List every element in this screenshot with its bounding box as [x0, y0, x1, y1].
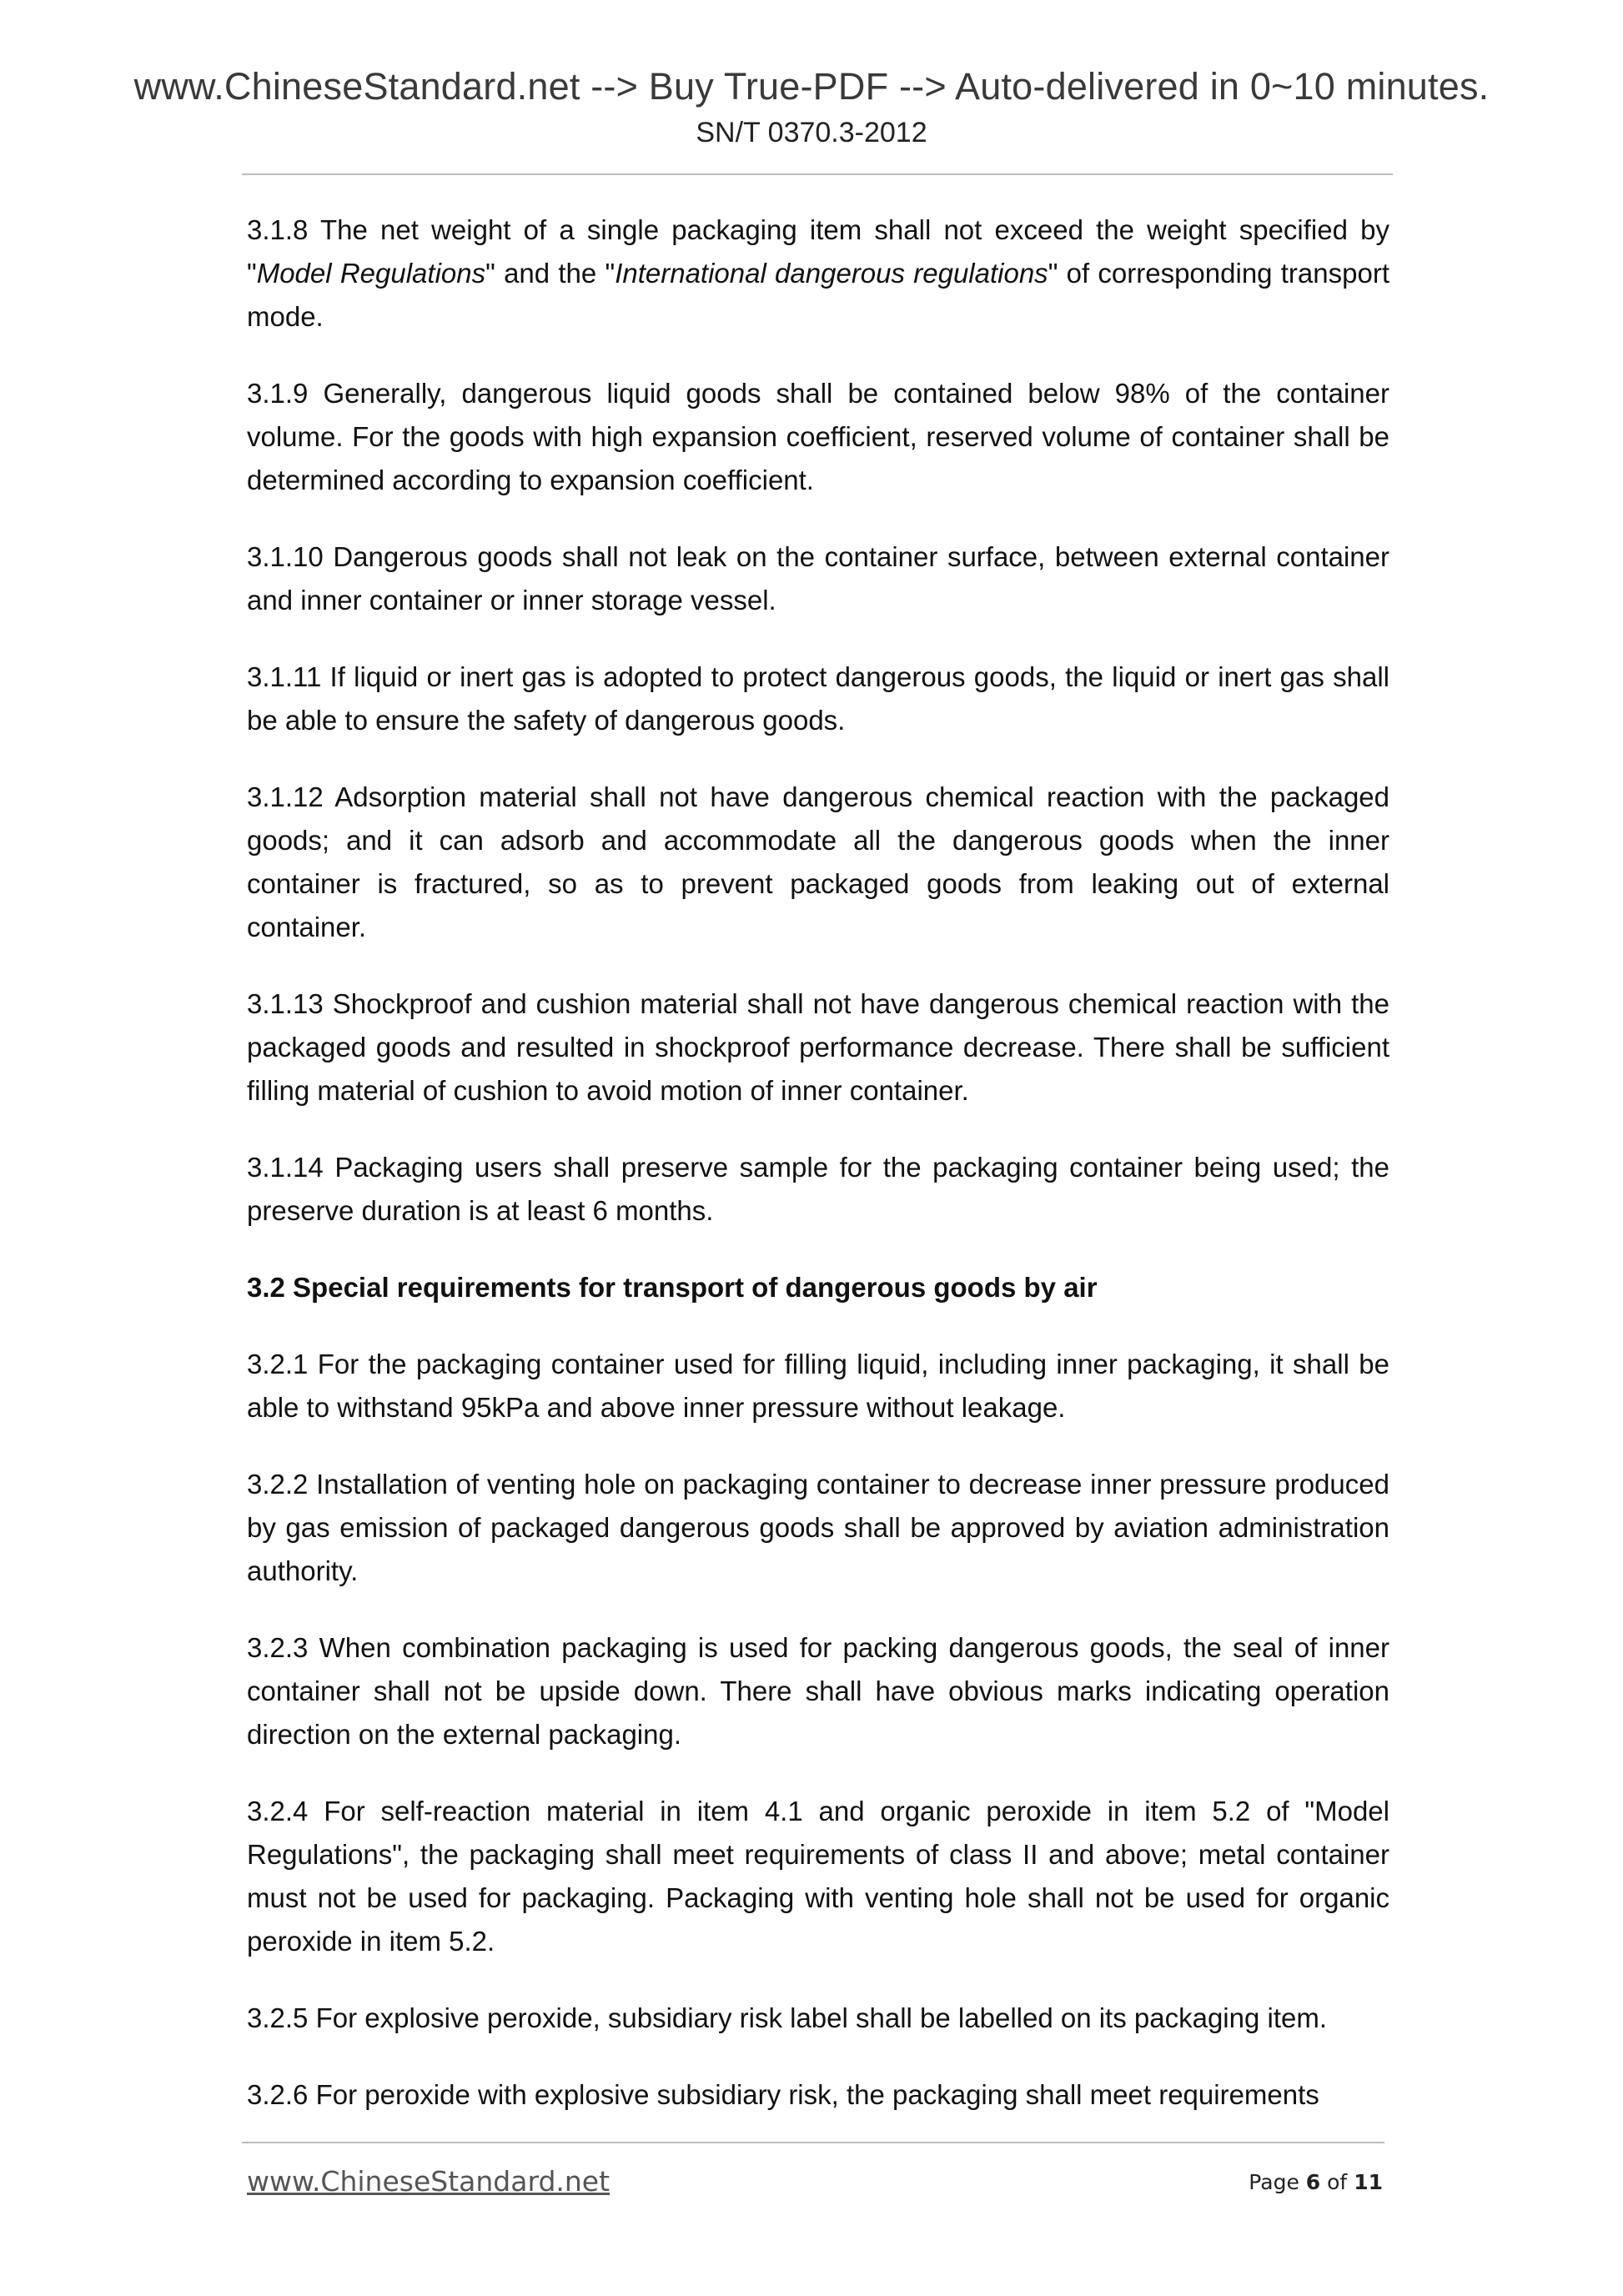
clause-3-1-11: 3.1.11 If liquid or inert gas is adopted to protect dangerous goods, the liquid or inert gas shall be able to ensure the safety of dangerous goods. [247, 661, 1389, 736]
clause-3-2-6: 3.2.6 For peroxide with explosive subsidiary risk, the packaging shall meet requirements [247, 2079, 1319, 2110]
document-body [247, 208, 1389, 2150]
site-banner[interactable]: www.ChineseStandard.net --> Buy True-PDF --> Auto-delivered in 0~10 minutes. [133, 65, 1490, 108]
clause-3-1-8-mid: " and the " [485, 258, 616, 289]
international-regulations-ref: International dangerous regulations [615, 258, 1048, 289]
clause-3-1-13: 3.1.13 Shockproof and cushion material shall not have dangerous chemical reaction with the packaged goods and resulted in shockproof performance decrease. There shall be sufficient filling material of cushion to avoid motion of inner container. [247, 988, 1389, 1106]
section-heading-3-2: 3.2 Special requirements for transport of dangerous goods by air [247, 1272, 1098, 1303]
clause-3-1-8-tail: " of corresponding transport mode. [247, 258, 1389, 332]
model-regulations-ref: Model Regulations [256, 258, 486, 289]
clause-3-1-8-lead: 3.1.8 The net weight of a single packaging item shall not exceed the weight specified by " [247, 214, 1389, 289]
document-number: SN/T 0370.3-2012 [696, 117, 927, 148]
page-total: 11 [1354, 2170, 1383, 2194]
clause-3-1-14: 3.1.14 Packaging users shall preserve sample for the packaging container being used; the preserve duration is at least 6 months. [247, 1152, 1389, 1226]
clause-3-2-2: 3.2.2 Installation of venting hole on packaging container to decrease inner pressure produced by gas emission of packaged dangerous goods shall be approved by aviation administration authority. [247, 1469, 1389, 1586]
clause-3-2-1: 3.2.1 For the packaging container used for filling liquid, including inner packaging, it shall be able to withstand 95kPa and above inner pressure without leakage. [247, 1349, 1389, 1423]
page-current: 6 [1305, 2170, 1321, 2194]
clause-3-1-8 [247, 208, 1389, 339]
clause-3-2-4: 3.2.4 For self-reaction material in item 4.1 and organic peroxide in item 5.2 of "Model Regulations", the packaging shall meet requirements of class II and above; metal container must not be used for packaging. Packaging with venting hole shall not be used for organic peroxide in item 5.2. [247, 1796, 1389, 1957]
footer-site-link[interactable]: www.ChineseStandard.net [247, 2165, 611, 2198]
page-of: of [1327, 2170, 1348, 2194]
clause-3-2-3: 3.2.3 When combination packaging is used for packing dangerous goods, the seal of inner container shall not be upside down. There shall have obvious marks indicating operation direction on the external packaging. [247, 1632, 1389, 1750]
clause-3-1-9: 3.1.9 Generally, dangerous liquid goods shall be contained below 98% of the container volume. For the goods with high expansion coefficient, reserved volume of container shall be determined according to expansion coefficient. [247, 378, 1389, 495]
header-divider [242, 173, 1393, 175]
page-label: Page [1249, 2170, 1299, 2194]
clause-3-1-12: 3.1.12 Adsorption material shall not have dangerous chemical reaction with the packaged goods; and it can adsorb and accommodate all the dangerous goods when the inner container is fractured, so as to prevent packaged goods from leaking out of external container. [247, 781, 1389, 942]
footer-divider [242, 2142, 1384, 2143]
page-indicator [1168, 2170, 1383, 2194]
clause-3-2-5: 3.2.5 For explosive peroxide, subsidiary risk label shall be labelled on its packaging item. [247, 2002, 1328, 2033]
clause-3-1-10: 3.1.10 Dangerous goods shall not leak on the container surface, between external container and inner container or inner storage vessel. [247, 541, 1389, 615]
